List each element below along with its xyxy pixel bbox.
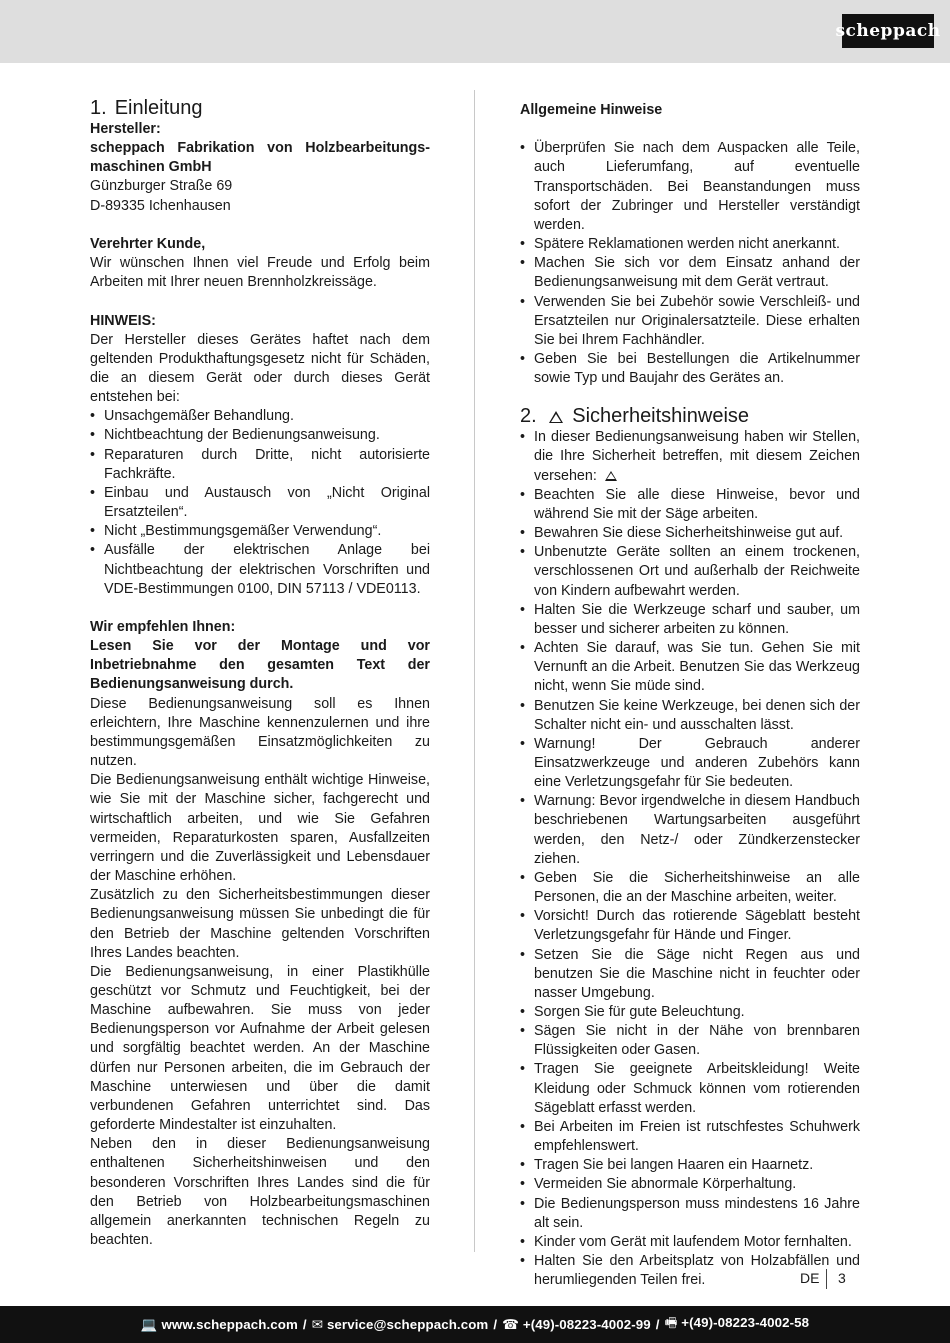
list-item: • Warnung: Bevor irgendwelche in diesem Handbuch beschriebenen Wartungsarbeiten ausgeführt werden, den Netz-/ oder Zündkerzenstecker ziehen.: [520, 792, 860, 869]
envelope-icon: ✉: [311, 1316, 323, 1332]
warning-triangle-icon: [605, 471, 617, 481]
list-item: • Tragen Sie geeignete Arbeitskleidung! Weite Kleidung oder Schmuck können vom rotierenden Sägeblatt erfasst werden.: [520, 1060, 860, 1117]
notice-text: Der Hersteller dieses Gerätes haftet nach dem geltenden Produkthaftungsgesetz nicht für Schäden, die an diesem Gerät oder durch dieses Gerät entstehen bei:: [90, 331, 430, 406]
logo-text: scheppach: [835, 21, 941, 41]
header-band: [0, 0, 950, 63]
safety-list: [520, 428, 860, 1290]
list-item: • Reparaturen durch Dritte, nicht autorisierte Fachkräfte.: [90, 446, 430, 484]
list-item: • Bei Arbeiten im Freien ist rutschfestes Schuhwerk empfehlenswert.: [520, 1118, 860, 1156]
list-item: • Verwenden Sie bei Zubehör sowie Verschleiß- und Ersatzteilen nur Originalersatzteile. Diese erhalten Sie bei Ihrem Fachhändler.: [520, 293, 860, 350]
list-item: • Die Bedienungsperson muss mindestens 16 Jahre alt sein.: [520, 1195, 860, 1233]
list-item: • Ausfälle der elektrischen Anlage bei Nichtbeachtung der elektrischen Vorschriften und VDE-Bestimmungen 0100, DIN 57113 / VDE0113.: [90, 541, 430, 598]
list-item: • Unbenutzte Geräte sollten an einem trockenen, verschlossenen Ort und außerhalb der Reichweite von Kindern aufbewahrt werden.: [520, 543, 860, 600]
list-item: • In dieser Bedienungsanweisung haben wir Stellen, die Ihre Sicherheit betreffen, mit diesem Zeichen versehen:: [520, 428, 860, 485]
list-item: • Geben Sie die Sicherheitshinweise an alle Personen, die an der Maschine arbeiten, weiter.: [520, 869, 860, 907]
footer-bar: 💻 www.scheppach.com / ✉ service@scheppach.com / ☎ +(49)-08223-4002-99 / 🖷 +(49)-08223-4002-58: [0, 1306, 950, 1343]
list-item: • Bewahren Sie diese Sicherheitshinweise gut auf.: [520, 524, 860, 543]
recommend-text: Lesen Sie vor der Montage und vor Inbetriebnahme den gesamten Text der Bedienungsanweisung durch.: [90, 638, 430, 693]
page-number: 3: [838, 1270, 846, 1286]
section-heading-safety: 2. Sicherheitshinweise: [520, 405, 750, 428]
telephone-icon: ☎: [502, 1316, 519, 1332]
list-item: • Nicht „Bestimmungsgemäßer Verwendung“.: [90, 522, 430, 541]
fax-icon: 🖷: [664, 1314, 678, 1330]
paragraph: Neben den in dieser Bedienungsanweisung enthaltenen Sicherheitshinweisen und den besonderen Vorschriften Ihres Landes sind die für den Betrieb von Holzbearbeitungsmaschinen allgemein anerkannten technischen Regeln zu beachten.: [90, 1136, 430, 1249]
list-item: • Einbau und Austausch von „Nicht Original Ersatzteilen“.: [90, 484, 430, 522]
left-column: [90, 96, 430, 1250]
list-item: • Unsachgemäßer Behandlung.: [90, 407, 430, 426]
dear-customer-heading: Verehrter Kunde,: [90, 235, 206, 252]
address-city: D-89335 Ichenhausen: [90, 197, 231, 214]
list-item: • Geben Sie bei Bestellungen die Artikelnummer sowie Typ und Baujahr des Gerätes an.: [520, 350, 860, 388]
list-item: • Benutzen Sie keine Werkzeuge, bei denen sich der Schalter nicht ein- und ausschalten lässt.: [520, 697, 860, 735]
address-street: Günzburger Straße 69: [90, 178, 233, 195]
list-item: • Machen Sie sich vor dem Einsatz anhand der Bedienungsanweisung mit dem Gerät vertraut.: [520, 254, 860, 292]
computer-icon: 💻: [140, 1316, 158, 1332]
footer-fax: 🖷 +(49)-08223-4002-58: [664, 1314, 810, 1330]
page-language: DE: [800, 1270, 820, 1286]
right-column: [520, 96, 860, 1290]
warning-triangle-icon: [549, 411, 563, 423]
recommend-heading: Wir empfehlen Ihnen:: [90, 619, 236, 636]
list-item: • Halten Sie die Werkzeuge scharf und sauber, um besser und sicherer arbeiten zu können.: [520, 601, 860, 639]
list-item: • Halten Sie den Arbeitsplatz von Holzabfällen und herumliegenden Teilen frei.: [520, 1252, 860, 1290]
column-divider: [474, 90, 475, 1252]
paragraph: Die Bedienungsanweisung, in einer Plastikhülle geschützt vor Schmutz und Feuchtigkeit, bei der Maschine aufbewahren. Sie muss von jeder Bedienungsperson vor Aufnahme der Arbeit gelesen und sorgfältig beachtet werden. An der Maschine dürfen nur Personen arbeiten, die im Gebrauch der Maschine unterwiesen und über die damit verbundenen Gefahren unterrichtet sind. Das geforderte Mindestalter ist einzuhalten.: [90, 963, 430, 1134]
manufacturer-label: Hersteller:: [90, 121, 161, 137]
welcome-text: Wir wünschen Ihnen viel Freude und Erfolg beim Arbeiten mit Ihrer neuen Brennholzkreissäge.: [90, 255, 430, 291]
manufacturer-name: scheppach Fabrikation von Holzbearbeitungs-maschinen GmbH: [90, 140, 430, 176]
list-item: • Sorgen Sie für gute Beleuchtung.: [520, 1003, 860, 1022]
page-number-divider: [826, 1269, 827, 1289]
list-item: • Kinder vom Gerät mit laufendem Motor fernhalten.: [520, 1233, 860, 1252]
footer-email[interactable]: ✉ service@scheppach.com: [311, 1316, 489, 1332]
general-notes-heading: Allgemeine Hinweise: [520, 102, 663, 118]
list-item: • Tragen Sie bei langen Haaren ein Haarnetz.: [520, 1156, 860, 1175]
list-item: • Setzen Sie die Säge nicht Regen aus und benutzen Sie die Maschine nicht in feuchter oder nasser Umgebung.: [520, 946, 860, 1003]
notice-list: [90, 407, 430, 599]
paragraph: Zusätzlich zu den Sicherheitsbestimmungen dieser Bedienungsanweisung müssen Sie unbedingt die für den Betrieb der Maschine geltenden Vorschriften Ihres Landes beachten.: [90, 887, 430, 961]
footer-phone: ☎ +(49)-08223-4002-99: [502, 1316, 651, 1332]
list-item: • Achten Sie darauf, was Sie tun. Gehen Sie mit Vernunft an die Arbeit. Benutzen Sie das Werkzeug nicht, wenn Sie müde sind.: [520, 639, 860, 696]
list-item: • Vorsicht! Durch das rotierende Sägeblatt besteht Verletzungsgefahr für Hände und Finger.: [520, 907, 860, 945]
scheppach-logo: [835, 14, 941, 48]
paragraph: Diese Bedienungsanweisung soll es Ihnen erleichtern, Ihre Maschine kennenzulernen und ihre bestimmungsgemäßen Einsatzmöglichkeiten zu nutzen.: [90, 695, 430, 770]
paragraph: Die Bedienungsanweisung enthält wichtige Hinweise, wie Sie mit der Maschine sicher, fachgerecht und wirtschaftlich arbeiten, und wie Sie Gefahren vermeiden, Reparaturkosten sparen, Ausfallzeiten verringern und die Zuverlässigkeit und Lebensdauer der Maschine erhöhen.: [90, 772, 430, 885]
list-item: • Sägen Sie nicht in der Nähe von brennbaren Flüssigkeiten oder Gasen.: [520, 1022, 860, 1060]
list-item: • Warnung! Der Gebrauch anderer Einsatzwerkzeuge und anderen Zubehörs kann eine Verletzungsgefahr für Sie bedeuten.: [520, 735, 860, 792]
general-notes-list: [520, 139, 860, 388]
footer-website[interactable]: 💻 www.scheppach.com: [140, 1316, 298, 1332]
section-heading-introduction: 1. Einleitung: [90, 97, 203, 119]
notice-heading: HINWEIS:: [90, 312, 156, 329]
list-item: • Spätere Reklamationen werden nicht anerkannt.: [520, 235, 860, 254]
list-item: • Überprüfen Sie nach dem Auspacken alle Teile, auch Lieferumfang, auf eventuelle Transportschäden. Bei Beanstandungen muss sofort der Zubringer und Hersteller verständigt werden.: [520, 139, 860, 235]
list-item: • Nichtbeachtung der Bedienungsanweisung.: [90, 426, 430, 445]
list-item: • Beachten Sie alle diese Hinweise, bevor und während Sie mit der Säge arbeiten.: [520, 486, 860, 524]
list-item: • Vermeiden Sie abnormale Körperhaltung.: [520, 1175, 860, 1194]
